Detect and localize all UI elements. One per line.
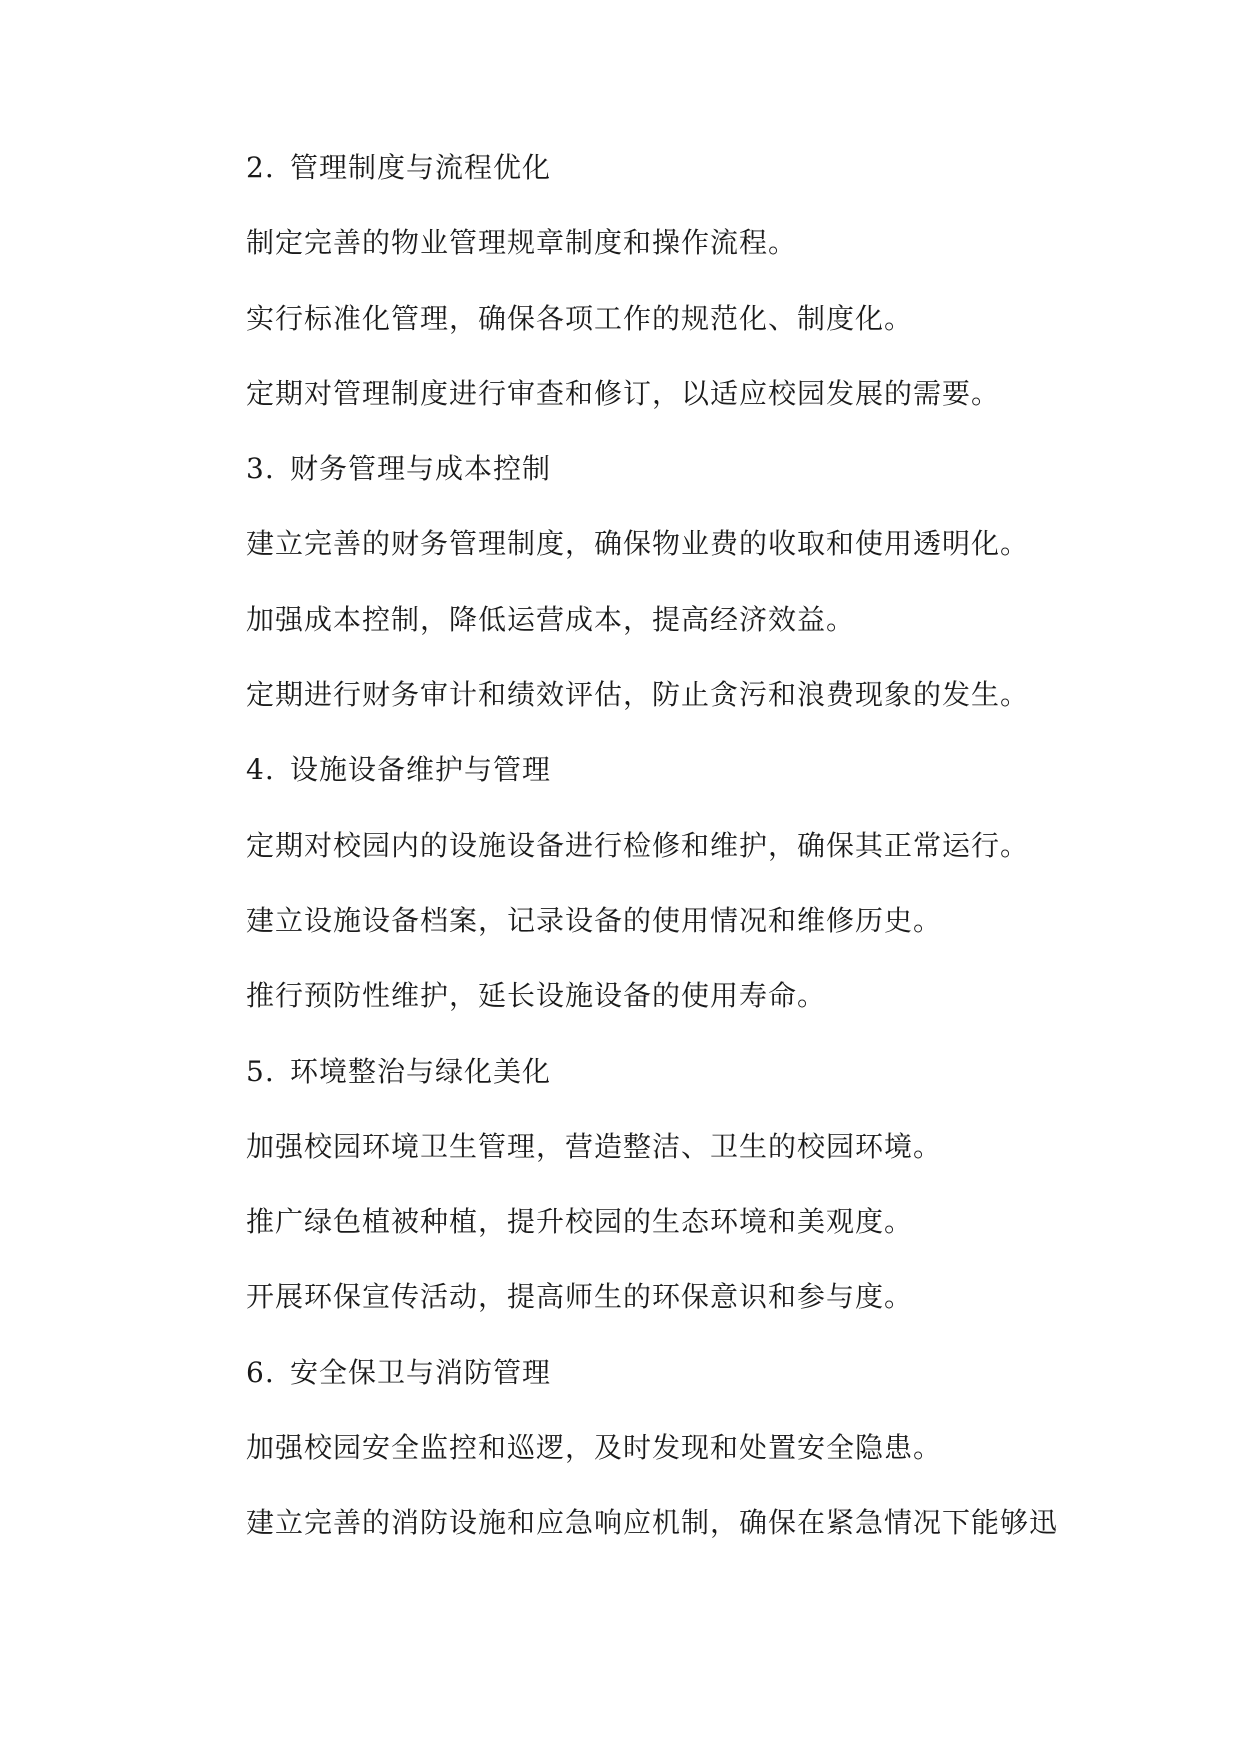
paragraph: 建立设施设备档案，记录设备的使用情况和维修历史。: [246, 903, 943, 937]
paragraph: 推广绿色植被种植，提升校园的生态环境和美观度。: [246, 1205, 914, 1239]
section-title: 管理制度与流程优化: [290, 151, 552, 184]
section-number: 6.: [246, 1355, 275, 1389]
paragraph: 加强校园环境卫生管理，营造整洁、卫生的校园环境。: [246, 1129, 943, 1163]
paragraph: 建立完善的消防设施和应急响应机制，确保在紧急情况下能够迅: [246, 1506, 1059, 1540]
section-title: 财务管理与成本控制: [290, 452, 552, 486]
section-number: 2.: [246, 151, 275, 184]
paragraph: 实行标准化管理，确保各项工作的规范化、制度化。: [246, 301, 914, 335]
section-title: 环境整治与绿化美化: [290, 1054, 552, 1088]
section-number: 4.: [246, 753, 275, 787]
paragraph: 推行预防性维护，延长设施设备的使用寿命。: [246, 979, 827, 1013]
paragraph: 定期进行财务审计和绩效评估，防止贪污和浪费现象的发生。: [246, 678, 1030, 712]
section-title: 安全保卫与消防管理: [290, 1355, 552, 1389]
paragraph: 定期对管理制度进行审查和修订，以适应校园发展的需要。: [246, 376, 1001, 410]
section-number: 3.: [246, 452, 275, 486]
section-heading: [246, 148, 1076, 188]
paragraph: 建立完善的财务管理制度，确保物业费的收取和使用透明化。: [246, 527, 1030, 561]
section-heading: [246, 1353, 1076, 1393]
paragraph: 加强成本控制，降低运营成本，提高经济效益。: [246, 602, 856, 636]
section-heading: [246, 750, 1076, 790]
section-title: 设施设备维护与管理: [290, 753, 552, 787]
paragraph: 加强校园安全监控和巡逻，及时发现和处置安全隐患。: [246, 1431, 943, 1465]
section-number: 5.: [246, 1054, 275, 1088]
paragraph: 开展环保宣传活动，提高师生的环保意识和参与度。: [246, 1280, 914, 1314]
paragraph: 定期对校园内的设施设备进行检修和维护，确保其正常运行。: [246, 828, 1030, 862]
document-body: [246, 148, 1076, 1579]
section-heading: [246, 449, 1076, 489]
section-heading: [246, 1052, 1076, 1092]
paragraph: 制定完善的物业管理规章制度和操作流程。: [246, 226, 798, 260]
